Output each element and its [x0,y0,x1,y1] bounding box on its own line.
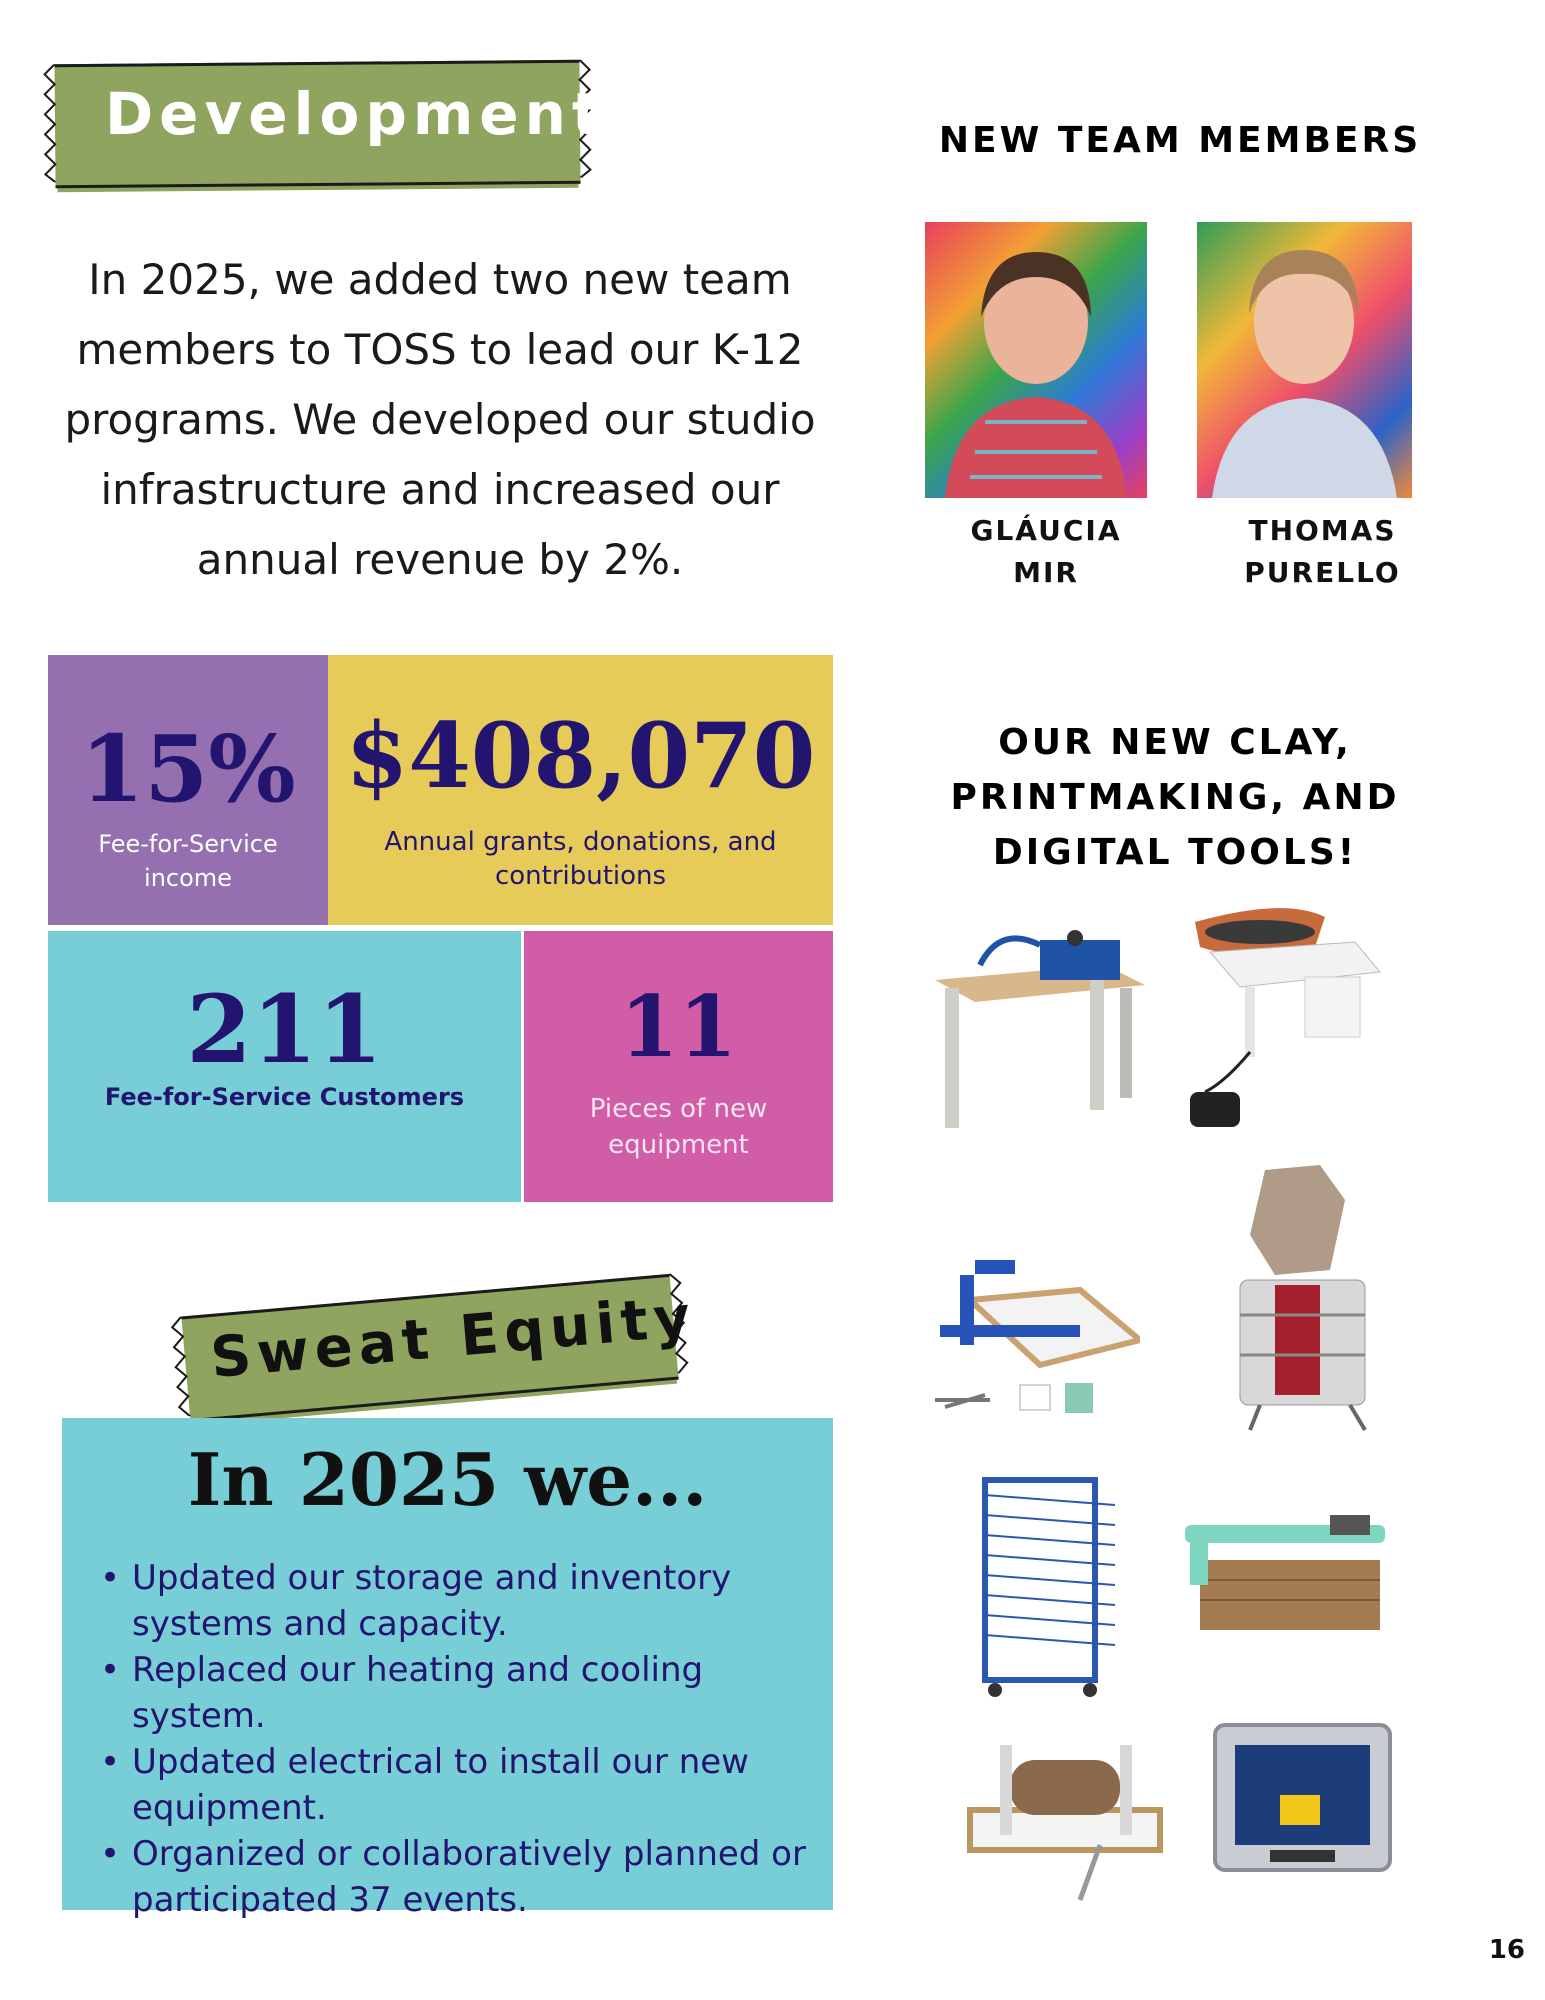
list-item: • Updated our storage and inventory systems and capacity. [100,1555,840,1647]
tape-torn-edge-left [169,1316,198,1417]
screen-printing-press-image [930,1255,1140,1425]
member-first-name: GLÁUCIA [970,514,1122,547]
team-photo-glaucia [925,222,1147,498]
stat-label: Fee-for-Service Customers [104,1083,465,1111]
slab-roller-icon [930,920,1150,1140]
slab-roller-image [930,920,1150,1140]
stat-label: Pieces of new equipment [589,1094,768,1160]
stat-value: 211 [186,975,383,1085]
member-name-glaucia [935,510,1157,594]
person-portrait-icon [925,222,1147,498]
screen-printing-press-icon [930,1255,1140,1425]
member-first-name: THOMAS [1248,514,1397,547]
stat-value: 15% [80,715,296,823]
stat-value: $408,070 [345,703,816,809]
stat-value: 11 [620,977,737,1076]
paper-cutter-image [1180,1505,1390,1645]
paper-cutter-icon [1180,1505,1390,1645]
team-photo-thomas [1197,222,1412,498]
etching-press-image [960,1725,1170,1905]
stat-fee-income [48,655,328,925]
3d-printer-icon [1210,1720,1395,1875]
tape-torn-edge-left [42,64,63,182]
stat-customers [48,931,521,1202]
team-heading: NEW TEAM MEMBERS [938,120,1422,161]
sweat-equity-list [100,1555,840,1923]
stat-grants [328,655,833,925]
person-portrait-icon [1197,222,1412,498]
kiln-image [1220,1165,1385,1435]
sweat-equity-subtitle: In 2025 we... [187,1437,708,1522]
drying-rack-icon [975,1475,1125,1700]
member-name-thomas [1215,510,1430,594]
member-last-name: MIR [1013,556,1079,589]
development-title: Development [105,80,606,148]
3d-printer-image [1210,1720,1395,1875]
kiln-icon [1220,1165,1385,1435]
stat-equipment [524,931,833,1202]
sweat-equity-title: Sweat Equity [208,1283,699,1392]
tools-heading: OUR NEW CLAY, PRINTMAKING, AND DIGITAL TOOLS! [950,722,1400,873]
page-number: 16 [1488,1935,1525,1965]
member-last-name: PURELLO [1244,556,1401,589]
stat-label: Annual grants, donations, and contributions [384,827,777,891]
list-item: • Replaced our heating and cooling system. [100,1647,840,1739]
pottery-wheel-image [1185,902,1385,1142]
list-item: • Organized or collaboratively planned or participated 37 events. [100,1831,840,1923]
etching-press-icon [960,1725,1170,1905]
list-item: • Updated electrical to install our new equipment. [100,1739,840,1831]
pottery-wheel-icon [1185,902,1385,1142]
development-intro: In 2025, we added two new team members to TOSS to lead our K-12 programs. We developed our studio infrastructure and increased our annual revenue by 2%. [64,255,816,584]
drying-rack-image [975,1475,1125,1700]
stat-label: Fee-for-Service income [98,830,278,892]
